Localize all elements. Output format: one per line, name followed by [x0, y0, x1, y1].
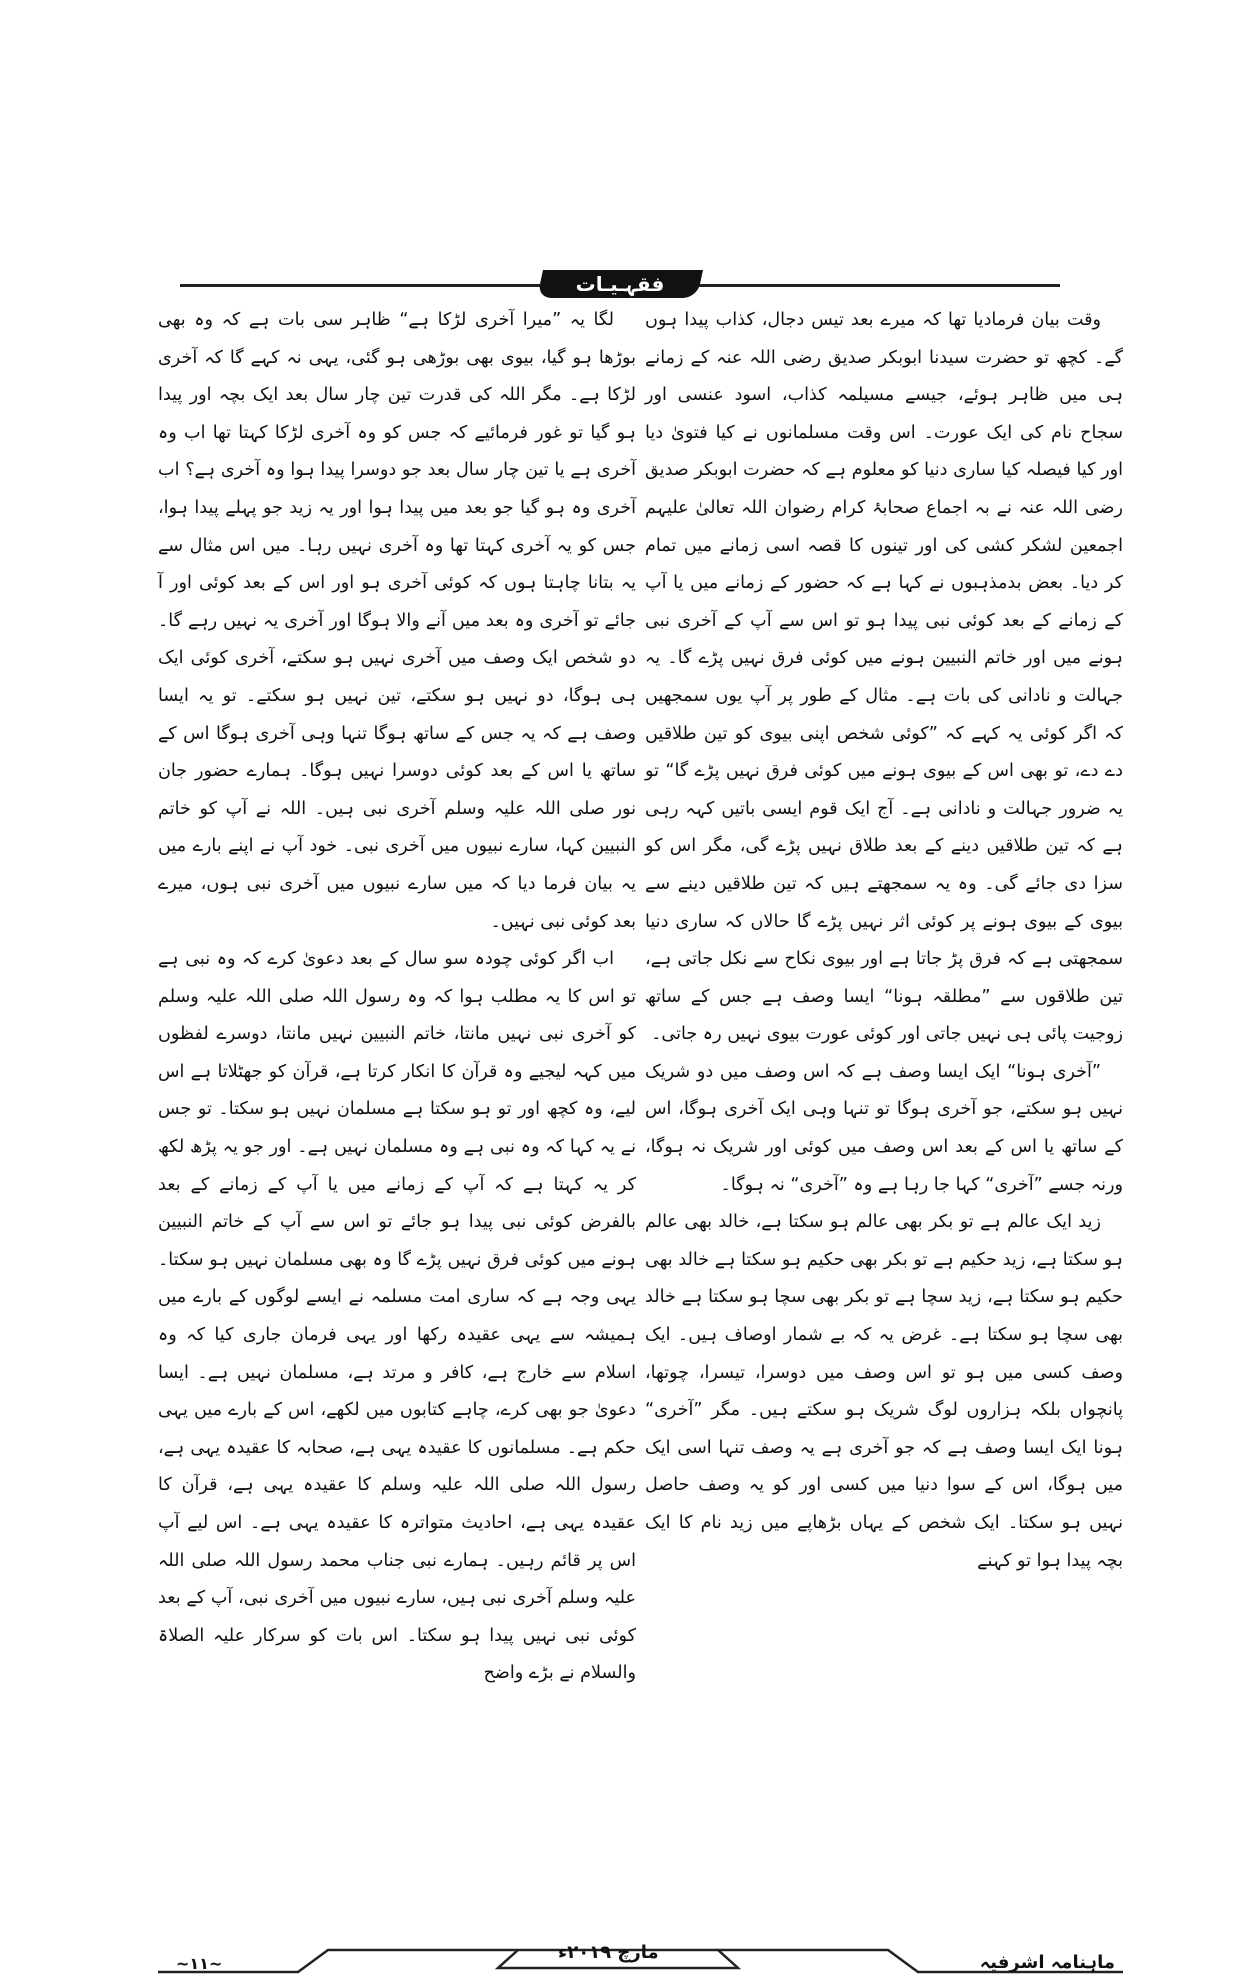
- left-text-column: [158, 302, 636, 1772]
- issue-date: مارچ ۲۰۱۹ء: [558, 1942, 659, 1963]
- section-title-tab: [537, 270, 703, 298]
- header-rule-left: [180, 284, 550, 287]
- paragraph: اب اگر کوئی چودہ سو سال کے بعد دعویٰ کرے کہ وہ نبی ہے تو اس کا یہ مطلب ہوا کہ وہ رسول اللہ صلی اللہ علیہ وسلم کو آخری نبی نہیں مانتا، خاتم النبیین نہیں مانتا، دوسرے لفظوں میں کہہ لیجیے وہ قرآن کا انکار کرتا ہے، قرآن کو جھٹلاتا ہے اس لیے، وہ کچھ اور تو ہو سکتا ہے مسلمان نہیں ہو سکتا۔ تو جس نے یہ کہا کہ وہ نبی ہے وہ مسلمان نہیں ہے۔ اور جو یہ پڑھ لکھ کر یہ کہتا ہے کہ آپ کے زمانے میں یا آپ کے زمانے کے بعد بالفرض کوئی نبی پیدا ہو جائے تو اس سے آپ کے خاتم النبیین ہونے میں کوئی فرق نہیں پڑے گا وہ بھی مسلمان نہیں ہو سکتا۔ یہی وجہ ہے کہ ساری امت مسلمہ نے ایسے لوگوں کے بارے میں ہمیشہ سے یہی عقیدہ رکھا اور یہی فرمان جاری کیا کہ وہ اسلام سے خارج ہے، کافر و مرتد ہے، مسلمان نہیں ہے۔ ایسا دعویٰ جو بھی کرے، چاہے کتابوں میں لکھے، اس کے بارے میں یہی حکم ہے۔ مسلمانوں کا عقیدہ یہی ہے، صحابہ کا عقیدہ یہی ہے، رسول اللہ صلی اللہ علیہ وسلم کا عقیدہ یہی ہے، قرآن کا عقیدہ یہی ہے، احادیث متواترہ کا عقیدہ یہی ہے۔ اس لیے آپ اس پر قائم رہیں۔ ہمارے نبی جناب محمد رسول اللہ صلی اللہ علیہ وسلم آخری نبی ہیں، سارے نبیوں میں آخری نبی، آپ کے بعد کوئی نبی نہیں پیدا ہو سکتا۔ اس بات کو سرکار علیہ الصلاۃ والسلام نے بڑے واضح: [158, 949, 636, 1684]
- page-footer: [158, 1942, 1123, 1988]
- magazine-name: ماہنامہ اشرفیہ: [979, 1952, 1115, 1973]
- section-header: [160, 270, 1080, 300]
- paragraph: ”آخری ہونا“ ایک ایسا وصف ہے کہ اس وصف میں دو شریک نہیں ہو سکتے، جو آخری ہوگا تو تنہا وہی ایک آخری ہوگا، اس کے ساتھ یا اس کے بعد اس وصف میں کوئی اور شریک نہ ہوگا، ورنہ جسے ”آخری“ کہا جا رہا ہے وہ ”آخری“ نہ ہوگا۔: [645, 1061, 1123, 1195]
- paragraph: لگا یہ ”میرا آخری لڑکا ہے“ ظاہر سی بات ہے کہ وہ بھی بوڑھا ہو گیا، بیوی بھی بوڑھی ہو گئی، یہی نہ کہے گا کہ آخری لڑکا ہے۔ مگر اللہ کی قدرت تین چار سال بعد ایک بچہ اور پیدا ہو گیا تو غور فرمائیے کہ جس کو وہ آخری لڑکا کہتا تھا اب وہ آخری ہے یا تین چار سال بعد جو دوسرا پیدا ہوا وہ آخری ہے؟ اب آخری وہ ہو گیا جو بعد میں پیدا ہوا اور یہ زید جو پہلے پیدا ہوا، جس کو یہ آخری کہتا تھا وہ آخری نہیں رہا۔ میں اس مثال سے یہ بتانا چاہتا ہوں کہ کوئی آخری ہو اور اس کے بعد کوئی اور آ جائے تو آخری وہ بعد میں آنے والا ہوگا اور آخری یہ نہیں رہے گا۔ دو شخص ایک وصف میں آخری نہیں ہو سکتے، آخری کوئی ایک ہی ہوگا، دو نہیں ہو سکتے، تین نہیں ہو سکتے۔ تو یہ ایسا وصف ہے کہ یہ جس کے ساتھ ہوگا تنہا وہی آخری ہوگا اس کے ساتھ یا اس کے بعد کوئی دوسرا نہیں ہوگا۔ ہمارے حضور جان نور صلی اللہ علیہ وسلم آخری نبی ہیں۔ اللہ نے آپ کو خاتم النبیین کہا، سارے نبیوں میں آخری نبی۔ خود آپ نے اپنے بارے میں یہ بیان فرما دیا کہ میں سارے نبیوں میں آخری نبی ہوں، میرے بعد کوئی نبی نہیں۔: [158, 310, 636, 932]
- section-title: فقہـیـات: [575, 272, 665, 296]
- right-text-column: [645, 302, 1123, 1772]
- paragraph: زید ایک عالم ہے تو بکر بھی عالم ہو سکتا ہے، خالد بھی عالم ہو سکتا ہے، زید حکیم ہے تو بکر بھی حکیم ہو سکتا ہے خالد بھی حکیم ہو سکتا ہے، زید سچا ہے تو بکر بھی سچا ہو سکتا ہے خالد بھی سچا ہو سکتا ہے۔ غرض یہ کہ بے شمار اوصاف ہیں۔ ایک وصف کسی میں ہو تو اس وصف میں دوسرا، تیسرا، چوتھا، پانچواں بلکہ ہزاروں لوگ شریک ہو سکتے ہیں۔ مگر ”آخری“ ہونا ایک ایسا وصف ہے کہ جو آخری ہے یہ وصف تنہا اسی ایک میں ہوگا، اس کے سوا دنیا میں کسی اور کو یہ وصف حاصل نہیں ہو سکتا۔ ایک شخص کے یہاں بڑھاپے میں زید نام کا ایک بچہ پیدا ہوا تو کہنے: [645, 1212, 1123, 1571]
- paragraph: وقت بیان فرمادیا تھا کہ میرے بعد تیس دجال، کذاب پیدا ہوں گے۔ کچھ تو حضرت سیدنا ابوبکر صدیق رضی اللہ عنہ کے زمانے ہی میں ظاہر ہوئے، جیسے مسیلمہ کذاب، اسود عنسی اور سجاح نام کی ایک عورت۔ اس وقت مسلمانوں نے کیا فتویٰ دیا اور کیا فیصلہ کیا ساری دنیا کو معلوم ہے کہ حضرت ابوبکر صدیق رضی اللہ عنہ نے بہ اجماع صحابۂ کرام رضوان اللہ تعالیٰ علیہم اجمعین لشکر کشی کی اور تینوں کا قصہ اسی زمانے میں تمام کر دیا۔ بعض بدمذہبوں نے کہا ہے کہ حضور کے زمانے میں یا آپ کے زمانے کے بعد کوئی نبی پیدا ہو تو اس سے آپ کے آخری نبی ہونے میں اور خاتم النبیین ہونے میں کوئی فرق نہیں پڑے گا۔ یہ جہالت و نادانی کی بات ہے۔ مثال کے طور پر آپ یوں سمجھیں کہ اگر کوئی یہ کہے کہ ”کوئی شخص اپنی بیوی کو تین طلاقیں دے دے، تو بھی اس کے بیوی ہونے میں کوئی فرق نہیں پڑے گا“ تو یہ ضرور جہالت و نادانی ہے۔ آج ایک قوم ایسی باتیں کہہ رہی ہے کہ تین طلاقیں دینے کے بعد طلاق نہیں پڑے گی، مگر اس کو سزا دی جائے گی۔ وہ یہ سمجھتے ہیں کہ تین طلاقیں دینے سے بیوی کے بیوی ہونے پر کوئی اثر نہیں پڑے گا حالاں کہ ساری دنیا سمجھتی ہے کہ فرق پڑ جاتا ہے اور بیوی نکاح سے نکل جاتی ہے، تین طلاقوں سے ”مطلقہ ہونا“ ایسا وصف ہے جس کے ساتھ زوجیت پائی ہی نہیں جاتی اور کوئی عورت بیوی نہیں رہ جاتی۔: [645, 310, 1123, 1045]
- page-number: ~۱۱~: [176, 1954, 223, 1973]
- header-rule-right: [690, 284, 1060, 287]
